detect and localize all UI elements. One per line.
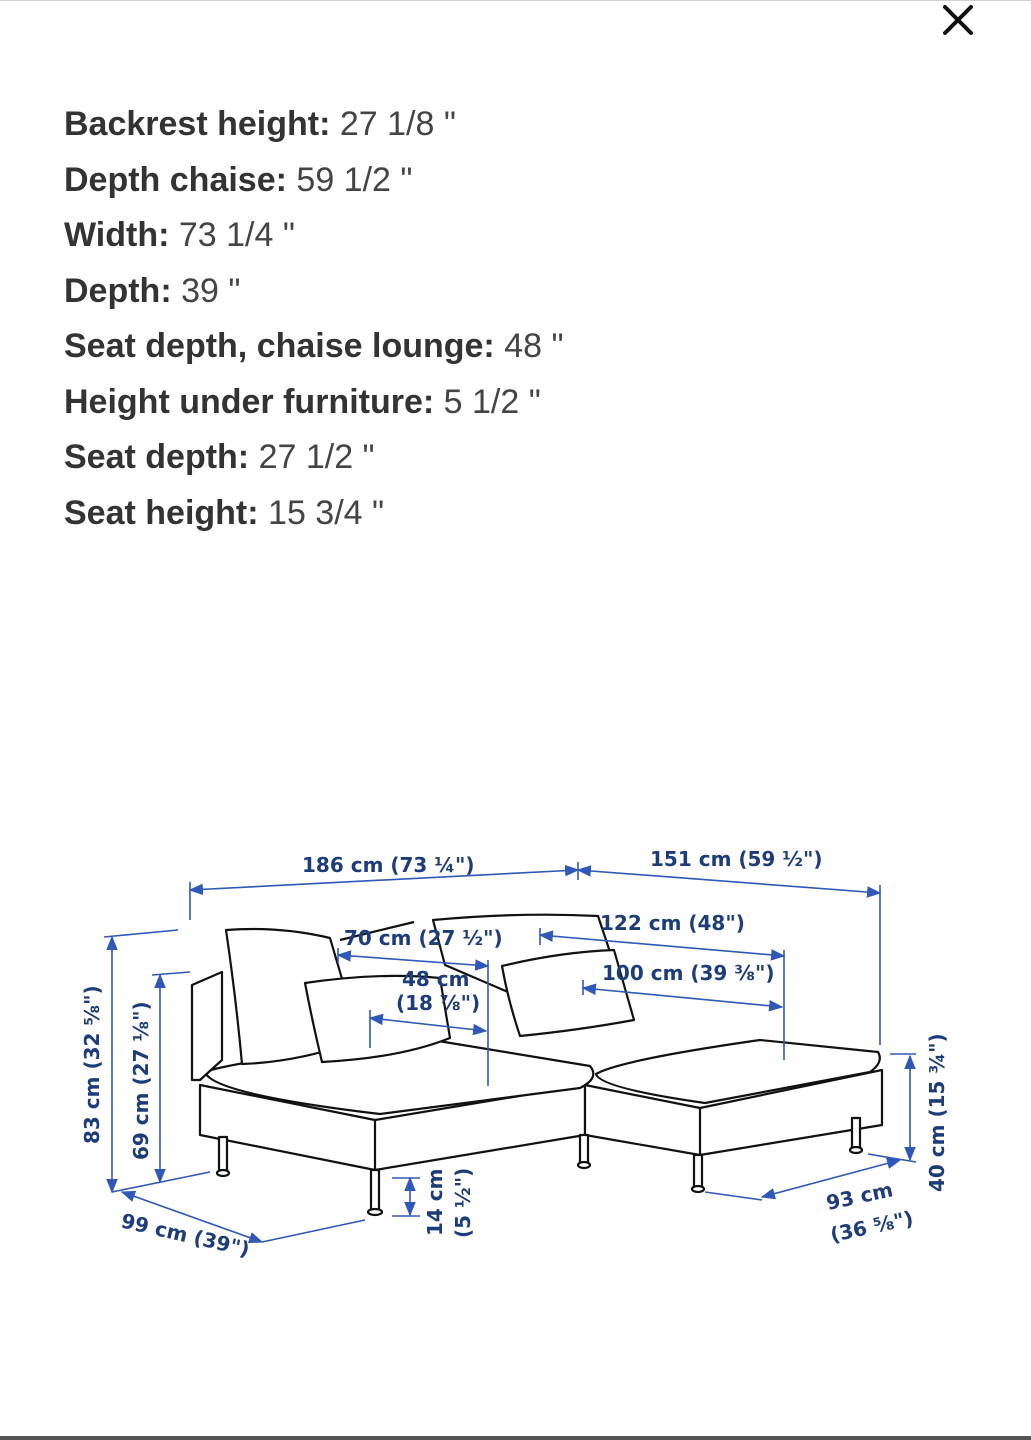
dim-chaise-width-inches: (36 ⅝"): [828, 1205, 916, 1247]
dim-seat-height-label: 40 cm (15 ¾"): [925, 1033, 949, 1192]
spec-value: 27 1/2 ": [258, 438, 375, 476]
spec-depth-chaise: [64, 156, 964, 212]
spec-label: Seat depth:: [64, 438, 250, 476]
dim-depth-chaise-label: 151 cm (59 ½"): [650, 847, 823, 871]
spec-seat-height: [64, 489, 964, 545]
bottom-border: [0, 1436, 1031, 1440]
spec-label: Seat height:: [64, 493, 259, 532]
dim-backrest-height-label: 69 cm (27 ⅛"): [129, 1001, 153, 1160]
spec-seat-depth: [64, 433, 964, 489]
dim-total-height-label: 83 cm (32 ⅝"): [80, 985, 104, 1144]
dim-depth-label: 99 cm (39"): [118, 1208, 252, 1262]
close-button[interactable]: [934, 0, 982, 40]
close-icon: [940, 2, 976, 38]
spec-value: 39 ": [181, 271, 241, 310]
dim-chaise-width-label: 93 cm: [824, 1177, 896, 1215]
spec-value: 5 1/2 ": [443, 382, 541, 421]
dim-seat-depth-chaise-label: 122 cm (48"): [600, 911, 745, 935]
dim-cushion-depth-label: 48 cm: [402, 967, 470, 991]
spec-label: Depth chaise:: [64, 160, 287, 199]
spec-label: Height under furniture:: [64, 382, 435, 421]
spec-height-under-furniture: [64, 378, 964, 434]
product-dimensions-list: [64, 100, 964, 544]
sofa-illustration: [192, 915, 882, 1215]
spec-value: 27 1/8 ": [339, 105, 456, 143]
dim-leg-height-label: 14 cm: [423, 1168, 447, 1236]
spec-label: Width:: [64, 216, 170, 254]
top-border: [0, 0, 1031, 1]
dim-leg-height-inches: (5 ½"): [451, 1167, 475, 1238]
spec-value: 15 3/4 ": [268, 493, 385, 532]
spec-depth: [64, 267, 964, 323]
spec-width: [64, 211, 964, 267]
sofa-dimension-diagram: [0, 820, 1031, 1300]
spec-value: 48 ": [504, 327, 564, 365]
spec-backrest-height: [64, 100, 964, 156]
spec-label: Depth:: [64, 271, 172, 310]
spec-value: 73 1/4 ": [178, 216, 295, 254]
spec-label: Backrest height:: [64, 105, 331, 143]
dim-width-label: 186 cm (73 ¼"): [302, 853, 475, 877]
spec-label: Seat depth, chaise lounge:: [64, 327, 495, 365]
dim-cushion-depth-inches: (18 ⅞"): [396, 991, 481, 1015]
spec-value: 59 1/2 ": [296, 160, 413, 199]
dim-seat-depth-label: 70 cm (27 ½"): [344, 926, 503, 950]
dim-seat-depth-chaise-inner-label: 100 cm (39 ⅜"): [602, 961, 775, 985]
spec-seat-depth-chaise: [64, 322, 964, 378]
